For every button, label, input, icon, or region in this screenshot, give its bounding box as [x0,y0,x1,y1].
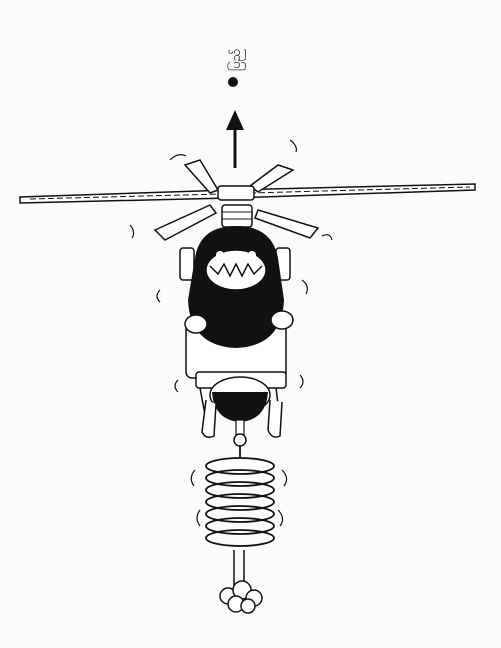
vertical-label: ပြည် [229,48,244,72]
fuel-tank [210,377,270,446]
up-arrow-icon [226,110,244,168]
target-dot [228,77,238,87]
pogo-spring [206,446,274,546]
dust-puff-icon [220,581,262,613]
rotor-hub [218,186,254,227]
